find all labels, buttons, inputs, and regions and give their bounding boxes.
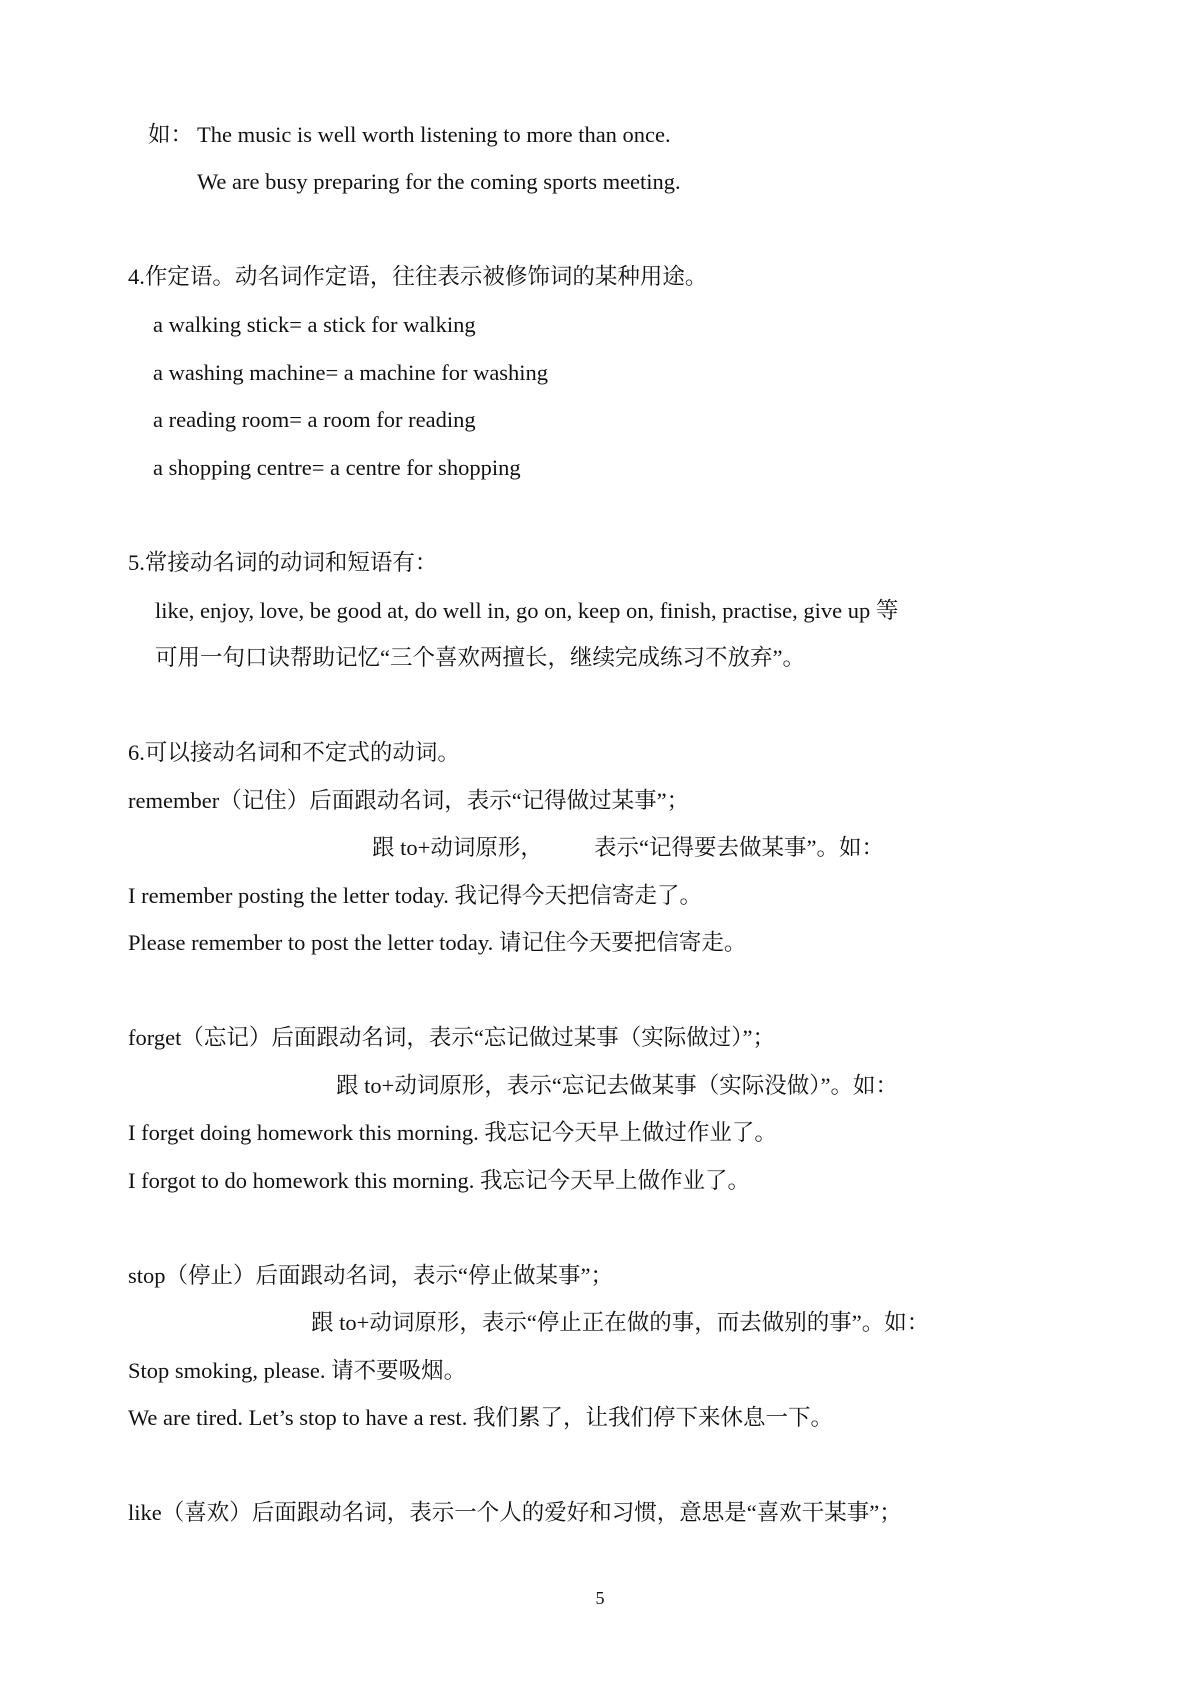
remember-infinitive-meaning: 表示“记得要去做某事”。如： [594,835,884,860]
remember-example-post: Please remember to post the letter today. 请记住今天要把信寄走。 [128,930,747,955]
like-gerund-rule: like（喜欢）后面跟动名词，表示一个人的爱好和习惯，意思是“喜欢干某事”； [128,1500,902,1525]
section-4-item: a shopping centre= a centre for shopping [153,455,521,480]
section-4-item: a walking stick= a stick for walking [153,312,476,337]
section-5-verb-list: like, enjoy, love, be good at, do well in, go on, keep on, finish, practise, give up 等 [155,598,899,623]
example-prefix: 如： [148,122,194,147]
stop-example-rest: We are tired. Let’s stop to have a rest. 我们累了，让我们停下来休息一下。 [128,1405,833,1430]
example-sentence-music: The music is well worth listening to more than once. [197,122,671,147]
section-4-item: a reading room= a room for reading [153,407,476,432]
section-5-mnemonic: 可用一句口诀帮助记忆“三个喜欢两擅长，继续完成练习不放弃”。 [155,645,805,670]
section-5-heading: 5.常接动名词的动词和短语有： [128,550,438,575]
forget-gerund-rule: forget（忘记）后面跟动名词，表示“忘记做过某事（实际做过）”； [128,1025,776,1050]
forget-example-to-do: I forgot to do homework this morning. 我忘记今天早上做作业了。 [128,1168,751,1193]
example-sentence-preparing: We are busy preparing for the coming sports meeting. [197,169,681,194]
section-4-heading: 4.作定语。动名词作定语，往往表示被修饰词的某种用途。 [128,264,708,289]
section-4-item: a washing machine= a machine for washing [153,360,549,385]
stop-infinitive-rule: 跟 to+动词原形，表示“停止正在做的事，而去做别的事”。如： [311,1310,930,1335]
forget-infinitive-rule: 跟 to+动词原形，表示“忘记去做某事（实际没做）”。如： [336,1073,899,1098]
remember-example-posting: I remember posting the letter today. 我记得今天把信寄走了。 [128,883,703,908]
remember-gerund-rule: remember（记住）后面跟动名词，表示“记得做过某事”； [128,788,690,813]
stop-example-smoking: Stop smoking, please. 请不要吸烟。 [128,1358,467,1383]
section-6-heading: 6.可以接动名词和不定式的动词。 [128,740,460,765]
page-number: 5 [595,1588,605,1608]
forget-example-doing: I forget doing homework this morning. 我忘记今天早上做过作业了。 [128,1120,777,1145]
remember-infinitive-rule: 跟 to+动词原形， [372,835,543,860]
stop-gerund-rule: stop（停止）后面跟动名词，表示“停止做某事”； [128,1263,613,1288]
